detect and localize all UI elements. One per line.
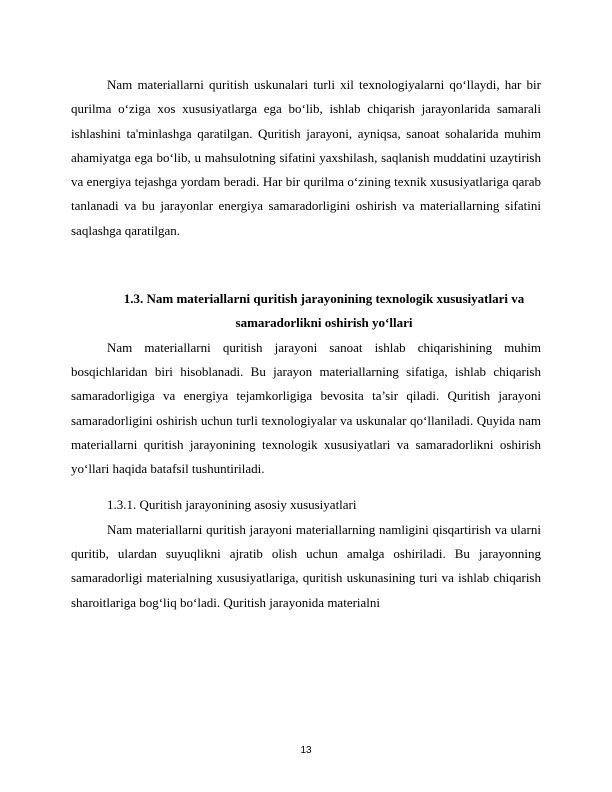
subsection-paragraph: Nam materiallarni quritish jarayoni materiallarning namligini qisqartirish va ularni quritib, ulardan suyuqlikni ajratib olish uchun amalga oshiriladi. Bu jarayonning samaradorligi materialning xususiyatlariga, quritish uskunasining turi va ishlab chiqarish sharoitlariga bog‘liq bo‘ladi. Quritish jarayonida materialni [71, 521, 541, 610]
subsection-heading: 1.3.1. Quritish jarayonining asosiy xususiyatlari [107, 497, 357, 513]
document-page [71, 73, 541, 615]
section-heading [71, 287, 541, 336]
intro-paragraph: Nam materiallarni quritish uskunalari turli xil texnologiyalarni qo‘llaydi, har bir qurilma o‘ziga xos xususiyatlarga ega bo‘lib, ishlab chiqarish jarayonlarida samarali ishlashini ta'minlashga qaratilgan. Quritish jarayoni, ayniqsa, sanoat sohalarida muhim ahamiyatga ega bo‘lib, u mahsulotning sifatini yaxshilash, saqlanish muddatini uzaytirish va energiya tejashga yordam beradi. Har bir qurilma o‘zining texnik xususiyatlariga qarab tanlanadi va bu jarayonlar energiya samaradorligini oshirish va materiallarning sifatini saqlashga qaratilgan. [71, 77, 541, 238]
page-number: 13 [300, 745, 312, 756]
section-heading-line-1: 1.3. Nam materiallarni quritish jarayonining texnologik xususiyatlari va [123, 291, 525, 307]
section-paragraph: Nam materiallarni quritish jarayoni sanoat ishlab chiqarishining muhim bosqichlaridan biri hisoblanadi. Bu jarayon materiallarning sifatiga, ishlab chiqarish samaradorligiga va energiya tejamkorligiga bevosita ta’sir qiladi. Quritish jarayoni samaradorligini oshirish uchun turli texnologiyalar va uskunalar qo‘llaniladi. Quyida nam materiallarni quritish jarayonining texnologik xususiyatlari va samaradorlikni oshirish yo‘llari haqida batafsil tushuntiriladi. [71, 339, 541, 477]
section-heading-line-2: samaradorlikni oshirish yo‘llari [235, 315, 413, 331]
